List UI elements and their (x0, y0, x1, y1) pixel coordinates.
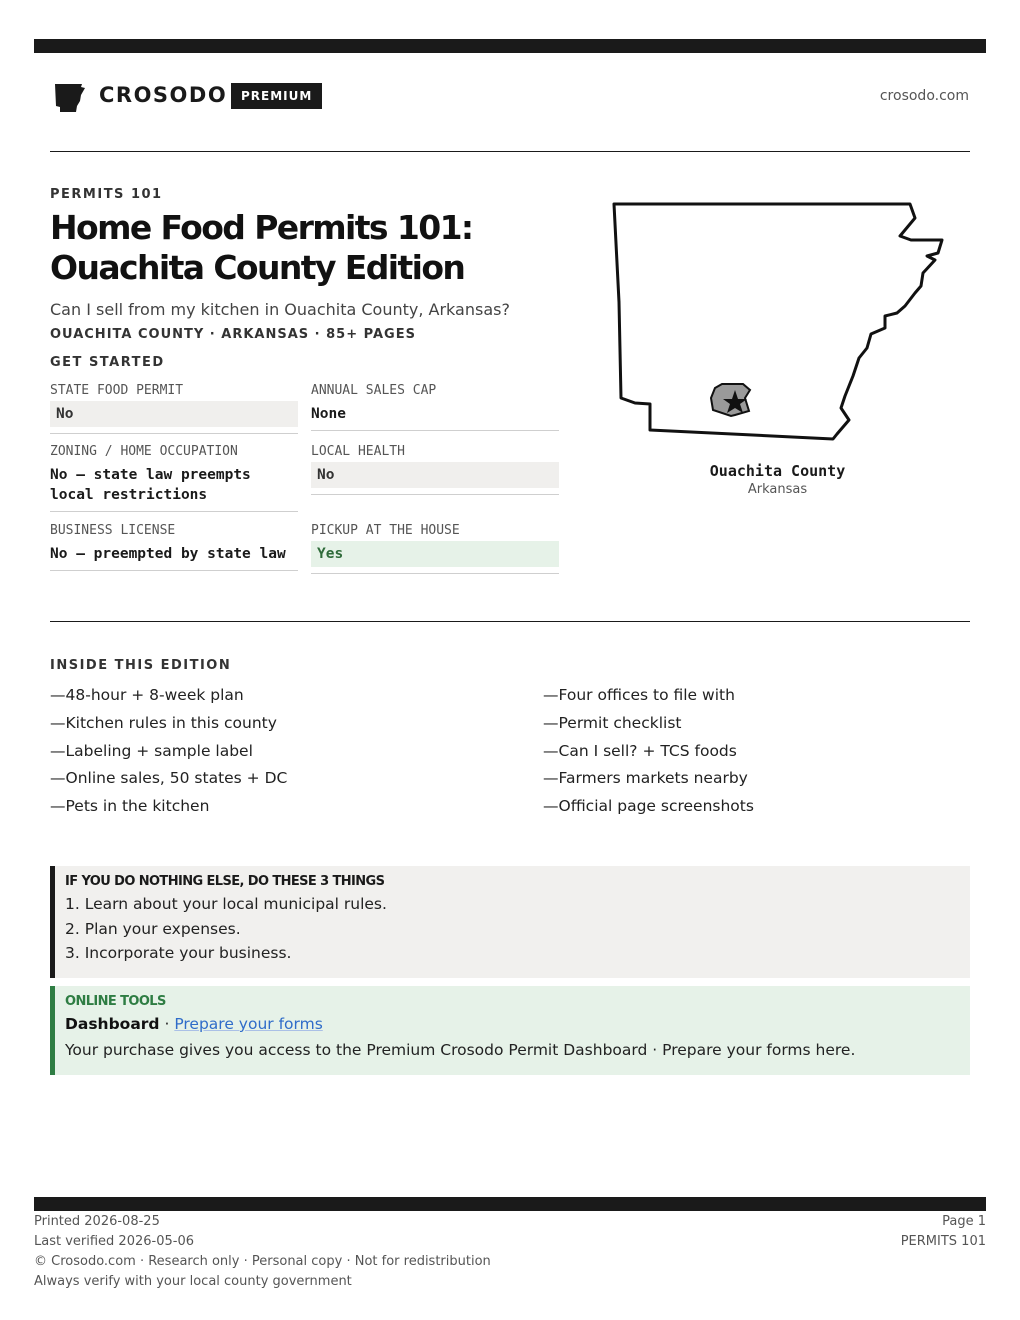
fact-label: STATE FOOD PERMIT (50, 383, 184, 398)
arkansas-map (605, 198, 950, 448)
fact-value: None (311, 406, 346, 422)
top-rule-bar (34, 39, 986, 53)
premium-badge: PREMIUM (231, 83, 322, 109)
fact-value: No (311, 462, 559, 488)
fact-label: LOCAL HEALTH (311, 444, 405, 459)
callout-step: 2. Plan your expenses. (65, 919, 241, 938)
page-header (50, 80, 970, 114)
fact-label: ZONING / HOME OCCUPATION (50, 444, 238, 459)
edition-meta: OUACHITA COUNTY · ARKANSAS · 85+ PAGES (50, 327, 416, 342)
fact-annual-sales-cap (311, 383, 559, 431)
callout-steps (65, 893, 960, 967)
tools-description: Your purchase gives you access to the Premium Crosodo Permit Dashboard · Prepare your forms here. (65, 1041, 856, 1059)
map-county-label: Ouachita County (709, 462, 846, 480)
section-divider (50, 621, 970, 622)
site-url[interactable]: crosodo.com (879, 88, 969, 104)
fact-value: No — state law preempts local restrictions (50, 467, 251, 503)
verified-date: Last verified 2026-05-06 (34, 1234, 194, 1249)
contents-list-left (50, 684, 287, 823)
page-title (50, 208, 570, 288)
fact-value: No — preempted by state law (50, 546, 286, 562)
fact-business-license (50, 523, 298, 571)
map-caption (640, 462, 915, 497)
contents-item: — Pets in the kitchen (50, 795, 287, 823)
contents-item: — Four offices to file with (543, 684, 754, 712)
contents-item: — Kitchen rules in this county (50, 712, 287, 740)
fact-state-food-permit (50, 383, 298, 434)
dashboard-label: Dashboard (65, 1015, 160, 1033)
contents-list-right (543, 684, 754, 823)
footer-section: PERMITS 101 (900, 1234, 986, 1249)
map-state-label: Arkansas (747, 482, 808, 497)
contents-item: — Labeling + sample label (50, 740, 287, 768)
callout-heading: IF YOU DO NOTHING ELSE, DO THESE 3 THINGS (65, 874, 385, 889)
online-tools-callout (50, 986, 970, 1075)
tools-separator: · (159, 1015, 175, 1033)
fact-value: Yes (311, 541, 559, 567)
contents-item: — Farmers markets nearby (543, 767, 754, 795)
title-line-2: Ouachita County Edition (50, 248, 465, 287)
fact-value: No (50, 401, 298, 427)
contents-item: — Online sales, 50 states + DC (50, 767, 287, 795)
kicker: PERMITS 101 (50, 187, 163, 202)
fact-zoning (50, 444, 298, 512)
brand-name: CROSODO (99, 83, 228, 107)
fact-label: ANNUAL SALES CAP (311, 383, 437, 398)
tools-heading: ONLINE TOOLS (65, 994, 166, 1009)
three-things-callout (50, 866, 970, 978)
bottom-rule-bar (34, 1197, 986, 1211)
arkansas-logo-icon (54, 83, 86, 113)
contents-item: — Can I sell? + TCS foods (543, 740, 754, 768)
footer-right (901, 1212, 986, 1252)
inside-edition-heading: INSIDE THIS EDITION (50, 658, 232, 673)
fact-label: PICKUP AT THE HOUSE (311, 523, 460, 538)
fact-local-health (311, 444, 559, 495)
printed-date: Printed 2026-08-25 (34, 1214, 160, 1229)
callout-step: 1. Learn about your local municipal rules. (65, 895, 387, 913)
callout-step: 3. Incorporate your business. (65, 944, 292, 962)
page-number: Page 1 (942, 1214, 986, 1229)
contents-item: — 48-hour + 8-week plan (50, 684, 287, 712)
tools-line (65, 1013, 960, 1035)
disclaimer: Always verify with your local county government (34, 1274, 352, 1289)
fact-pickup-at-house (311, 523, 559, 574)
contents-item: — Official page screenshots (543, 795, 754, 823)
state-outline (614, 204, 942, 439)
get-started-heading: GET STARTED (50, 355, 165, 370)
subtitle: Can I sell from my kitchen in Ouachita County, Arkansas? (50, 300, 510, 319)
prepare-forms-link[interactable]: Prepare your forms (174, 1015, 323, 1033)
footer-left (34, 1212, 491, 1292)
copyright: © Crosodo.com · Research only · Personal copy · Not for redistribution (34, 1254, 491, 1269)
contents-item: — Permit checklist (543, 712, 754, 740)
fact-label: BUSINESS LICENSE (50, 523, 176, 538)
title-line-1: Home Food Permits 101: (50, 208, 473, 247)
header-divider (50, 151, 970, 152)
